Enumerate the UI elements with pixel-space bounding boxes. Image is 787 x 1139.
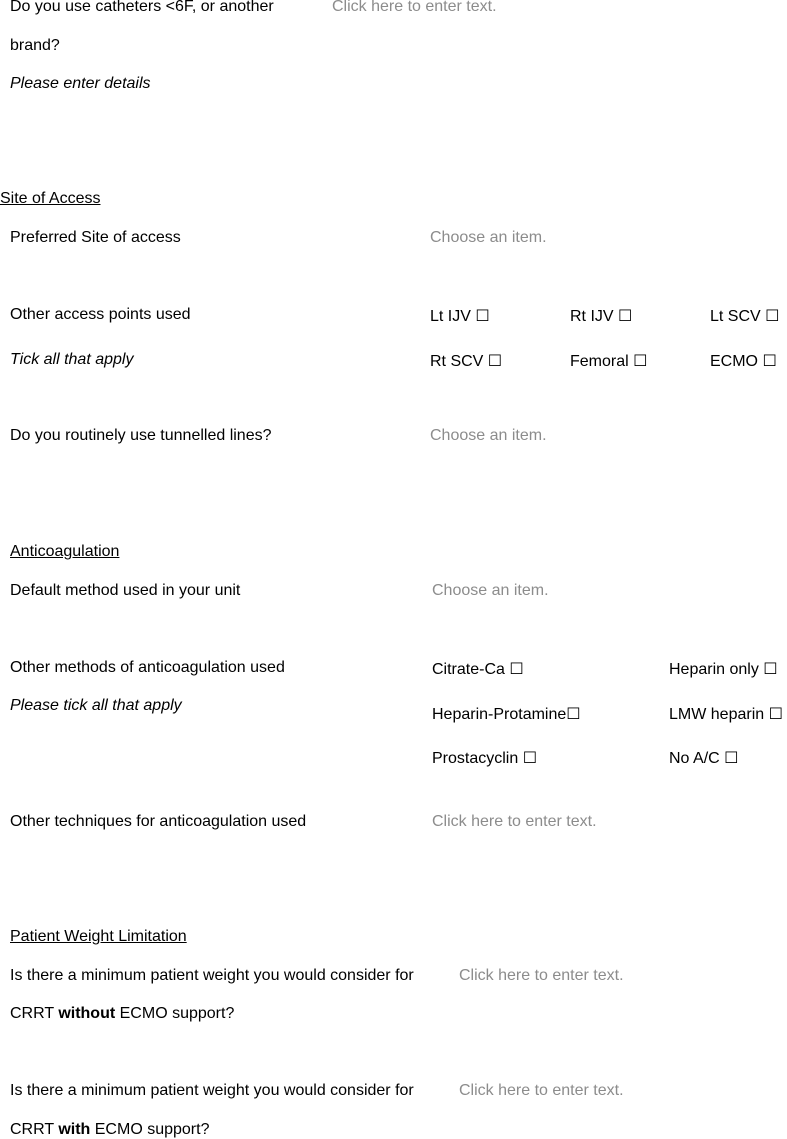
default-method-dropdown[interactable]: Choose an item. [432, 582, 549, 599]
checkbox-lt-scv[interactable]: Lt SCV ☐ [710, 308, 780, 325]
weight-with-ecmo-bold: with [58, 1121, 91, 1138]
weight-without-ecmo-bold: without [58, 1005, 116, 1022]
checkbox-rt-ijv[interactable]: Rt IJV ☐ [570, 308, 633, 325]
checkbox-femoral[interactable]: Femoral ☐ [570, 353, 648, 370]
weight-with-ecmo-pre: CRRT [10, 1121, 59, 1138]
weight-with-ecmo-post: ECMO support? [90, 1121, 210, 1138]
catheters-question-line2: brand? [10, 37, 60, 54]
anticoagulation-heading: Anticoagulation [10, 543, 120, 560]
other-methods-hint: Please tick all that apply [10, 697, 182, 714]
other-access-label: Other access points used [10, 306, 191, 323]
checkbox-rt-scv[interactable]: Rt SCV ☐ [430, 353, 503, 370]
checkbox-prostacyclin[interactable]: Prostacyclin ☐ [432, 750, 538, 767]
site-of-access-heading: Site of Access [0, 190, 101, 207]
preferred-site-dropdown[interactable]: Choose an item. [430, 229, 547, 246]
weight-with-ecmo-question-line1: Is there a minimum patient weight you would consider for [10, 1082, 414, 1099]
weight-with-ecmo-field[interactable]: Click here to enter text. [459, 1082, 624, 1099]
preferred-site-label: Preferred Site of access [10, 229, 181, 246]
catheters-hint: Please enter details [10, 75, 151, 92]
weight-with-ecmo-question-line2 [10, 1121, 209, 1139]
checkbox-citrate-ca[interactable]: Citrate-Ca ☐ [432, 661, 524, 678]
weight-without-ecmo-field[interactable]: Click here to enter text. [459, 967, 624, 984]
other-methods-label: Other methods of anticoagulation used [10, 659, 285, 676]
weight-without-ecmo-pre: CRRT [10, 1005, 59, 1022]
other-techniques-field[interactable]: Click here to enter text. [432, 813, 597, 830]
tunnelled-lines-label: Do you routinely use tunnelled lines? [10, 427, 272, 444]
catheters-question-line1: Do you use catheters <6F, or another [10, 0, 274, 15]
checkbox-heparin-protamine[interactable]: Heparin-Protamine☐ [432, 706, 581, 723]
checkbox-ecmo[interactable]: ECMO ☐ [710, 353, 777, 370]
weight-without-ecmo-question-line2 [10, 1005, 234, 1023]
other-access-hint: Tick all that apply [10, 351, 134, 368]
patient-weight-heading: Patient Weight Limitation [10, 928, 187, 945]
catheters-answer-field[interactable]: Click here to enter text. [332, 0, 497, 15]
weight-without-ecmo-question-line1: Is there a minimum patient weight you would consider for [10, 967, 414, 984]
checkbox-lmw-heparin[interactable]: LMW heparin ☐ [669, 706, 783, 723]
default-method-label: Default method used in your unit [10, 582, 241, 599]
weight-without-ecmo-post: ECMO support? [115, 1005, 235, 1022]
checkbox-heparin-only[interactable]: Heparin only ☐ [669, 661, 778, 678]
checkbox-no-ac[interactable]: No A/C ☐ [669, 750, 739, 767]
other-techniques-label: Other techniques for anticoagulation used [10, 813, 307, 830]
checkbox-lt-ijv[interactable]: Lt IJV ☐ [430, 308, 490, 325]
tunnelled-lines-dropdown[interactable]: Choose an item. [430, 427, 547, 444]
